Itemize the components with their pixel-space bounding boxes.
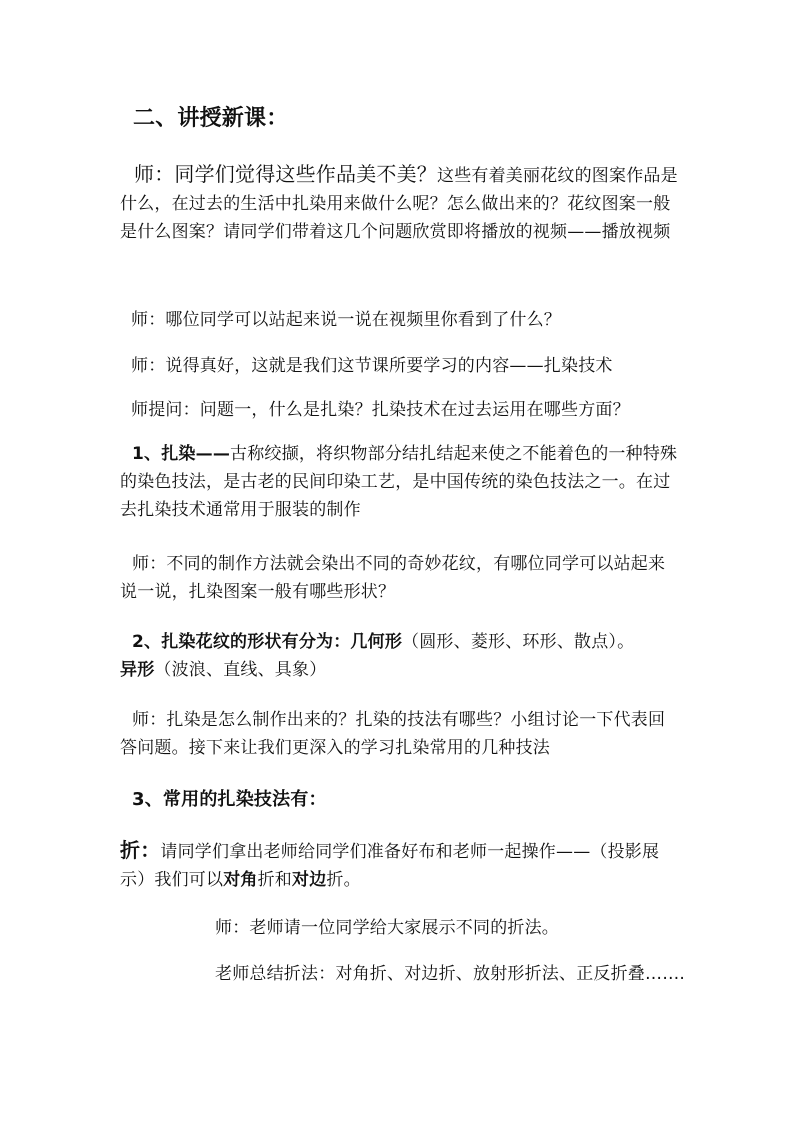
paragraph-fold [120,836,680,894]
technique-question-text: 师：扎染是怎么制作出来的？扎染的技法有哪些？小组讨论一下代表回答问题。接下来让我们更深入的学习扎染常用的几种技法 [120,710,666,758]
fold-side: 对边 [292,870,327,890]
paragraph-technique-question [120,706,680,762]
fold-text-3: 折。 [326,870,361,890]
paragraph-definition [120,440,680,524]
pattern-term-irregular: 异形 [120,660,155,680]
paragraph-teacher-intro [120,160,680,246]
paragraph-fold-summary: 老师总结折法：对角折、对边折、放射形折法、正反折叠……. [215,964,686,984]
pattern-irregular-list: （波浪、直线、具象） [154,660,327,680]
paragraph-fold-demo: 师：老师请一位同学给大家展示不同的折法。 [215,918,559,938]
paragraph-topic: 师：说得真好，这就是我们这节课所要学习的内容——扎染技术 [131,356,613,376]
definition-term: 1、扎染—— [132,444,231,464]
paragraph-question-video: 师：哪位同学可以站起来说一说在视频里你看到了什么？ [131,310,561,330]
pattern-question-text: 师：不同的制作方法就会染出不同的奇妙花纹，有哪位同学可以站起来说一说，扎染图案一般有哪些形状？ [120,554,666,602]
techniques-heading: 3、常用的扎染技法有： [132,789,327,810]
intro-rest: 这些有着美丽花纹的图案作品是什么，在过去的生活中扎染用来做什么呢？怎么做出来的？花纹图案一般是什么图案？请同学们带着这几个问题欣赏即将播放的视频——播放视频 [120,166,678,242]
fold-text-1: 请同学们拿出老师给同学们准备好布和老师一起操作——（投影展示）我们可以 [120,842,660,890]
section-title: 二、讲授新课： [133,106,289,131]
intro-lead: 师：同学们觉得这些作品美不美？ [134,162,437,186]
definition-text: 古称绞撷，将织物部分结扎结起来使之不能着色的一种特殊的染色技法，是古老的民间印染工艺，是中国传统的染色技法之一。在过去扎染技术通常用于服装的制作 [120,444,678,520]
pattern-geometric-list: （圆形、菱形、环形、散点）。 [402,632,635,652]
paragraph-pattern-question [120,550,680,606]
pattern-term: 2、扎染花纹的形状有分为：几何形 [132,632,403,652]
paragraph-pattern-shapes [120,628,640,684]
fold-diagonal: 对角 [223,870,258,890]
paragraph-question-one: 师提问：问题一，什么是扎染？扎染技术在过去运用在哪些方面？ [131,400,630,420]
fold-term: 折： [120,838,161,862]
fold-text-2: 折和 [257,870,293,890]
